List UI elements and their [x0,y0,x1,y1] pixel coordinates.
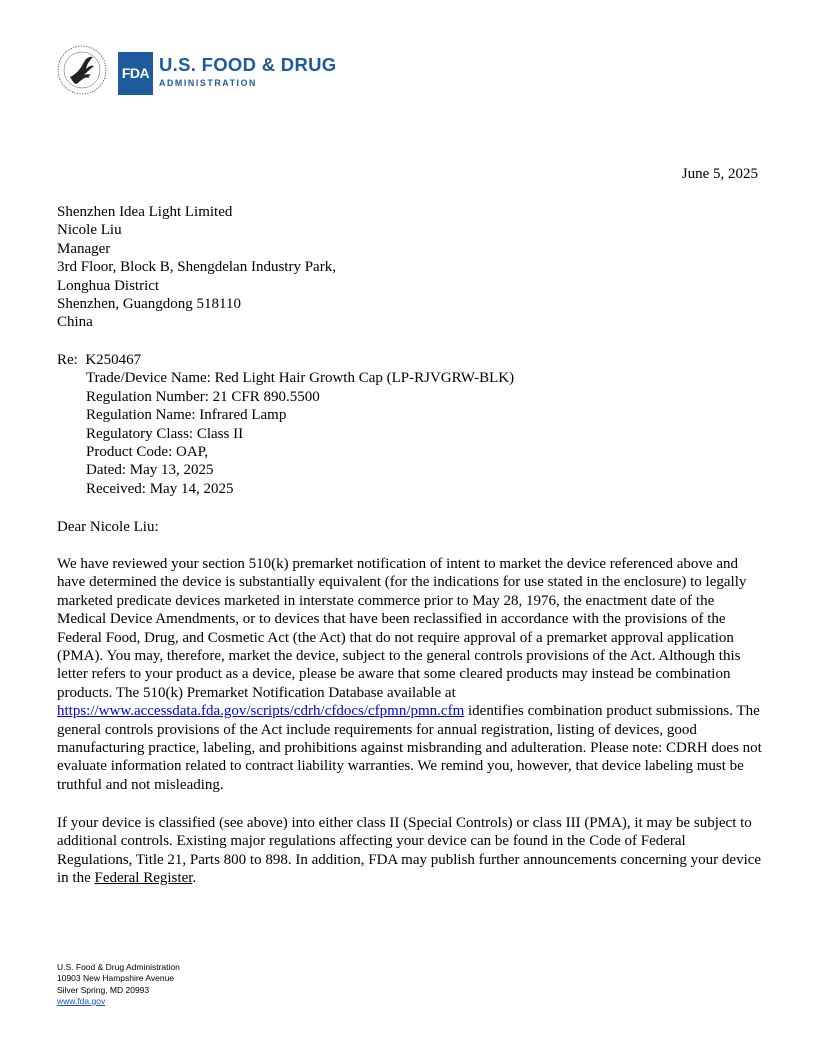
recipient-address-line1: 3rd Floor, Block B, Shengdelan Industry Park, [57,259,336,276]
federal-register-reference: Federal Register [94,870,193,887]
product-code: Product Code: OAP, [86,444,209,461]
regulatory-class: Regulatory Class: Class II [86,425,244,442]
regulation-name: Regulation Name: Infrared Lamp [86,407,287,424]
paragraph-2-text-start: If your device is classified (see above) into either class II (Special Controls) or class III (PMA), it may be subject to additional controls. Existing major regulations affecting your device can be found in the Code of Federal Regulations, Title 21, Parts 800 to 898. In addition, FDA may publish further announcements concerning your device in the [57,815,762,887]
agency-name: U.S. FOOD & DRUG [159,54,337,75]
device-name: Trade/Device Name: Red Light Hair Growth Cap (LP-RJVGRW-BLK) [86,370,515,387]
agency-subtitle: ADMINISTRATION [159,78,257,88]
reference-label: Re: [57,352,78,368]
recipient-city: Shenzhen, Guangdong 518110 [57,296,241,313]
paragraph-2-text-end: . [192,870,197,887]
reference-line [57,351,514,369]
pmn-database-link[interactable]: https://www.accessdata.fda.gov/scripts/cdrh/cfdocs/cfpmn/pmn.cfm [57,703,465,720]
fda-logo-mark: FDA [118,52,153,95]
recipient-address [57,203,336,332]
recipient-country: China [57,314,93,331]
body-paragraph-2 [57,814,762,888]
footer-website-link[interactable]: www.fda.gov [57,995,106,1006]
reference-number: K250467 [85,352,142,368]
footer-address-line1: 10903 New Hampshire Avenue [57,973,175,984]
paragraph-1-text-end: identifies combination product submissions. The general controls provisions of the Act include requirements for annual registration, listing of devices, good manufacturing practice, labeling, and prohibitions against misbranding and adulteration. Please note: CDRH does not evaluate information related to contract liability warranties. We remind you, however, that device labeling must be truthful and not misleading. [57,703,762,793]
footer-org: U.S. Food & Drug Administration [57,962,180,972]
dated: Dated: May 13, 2025 [86,462,214,479]
paragraph-1-text-start: We have reviewed your section 510(k) premarket notification of intent to market the device referenced above and have determined the device is substantially equivalent (for the indications for use stated in the enclosure) to legally marketed predicate devices marketed in interstate commerce prior to May 28, 1976, the enactment date of the Medical Device Amendments, or to devices that have been reclassified in accordance with the provisions of the Federal Food, Drug, and Cosmetic Act (the Act) that do not require approval of a premarket approval application (PMA). You may, therefore, market the device, subject to the general controls provisions of the Act. Although this letter refers to your product as a device, please be aware that some cleared products may instead be combination products. The 510(k) Premarket Notification Database available at [57,556,747,701]
letter-footer [57,962,180,1007]
recipient-address-line2: Longhua District [57,277,160,294]
hhs-eagle-seal-icon [56,44,108,96]
recipient-company: Shenzhen Idea Light Limited [57,204,233,220]
recipient-name: Nicole Liu [57,222,122,239]
reference-block [57,351,514,498]
recipient-title: Manager [57,240,111,257]
salutation: Dear Nicole Liu: [57,519,159,535]
regulation-number: Regulation Number: 21 CFR 890.5500 [86,388,320,405]
letter-date: June 5, 2025 [681,166,758,182]
footer-address-line2: Silver Spring, MD 20993 [57,984,150,995]
body-paragraph-1 [57,555,762,794]
received: Received: May 14, 2025 [86,480,234,497]
